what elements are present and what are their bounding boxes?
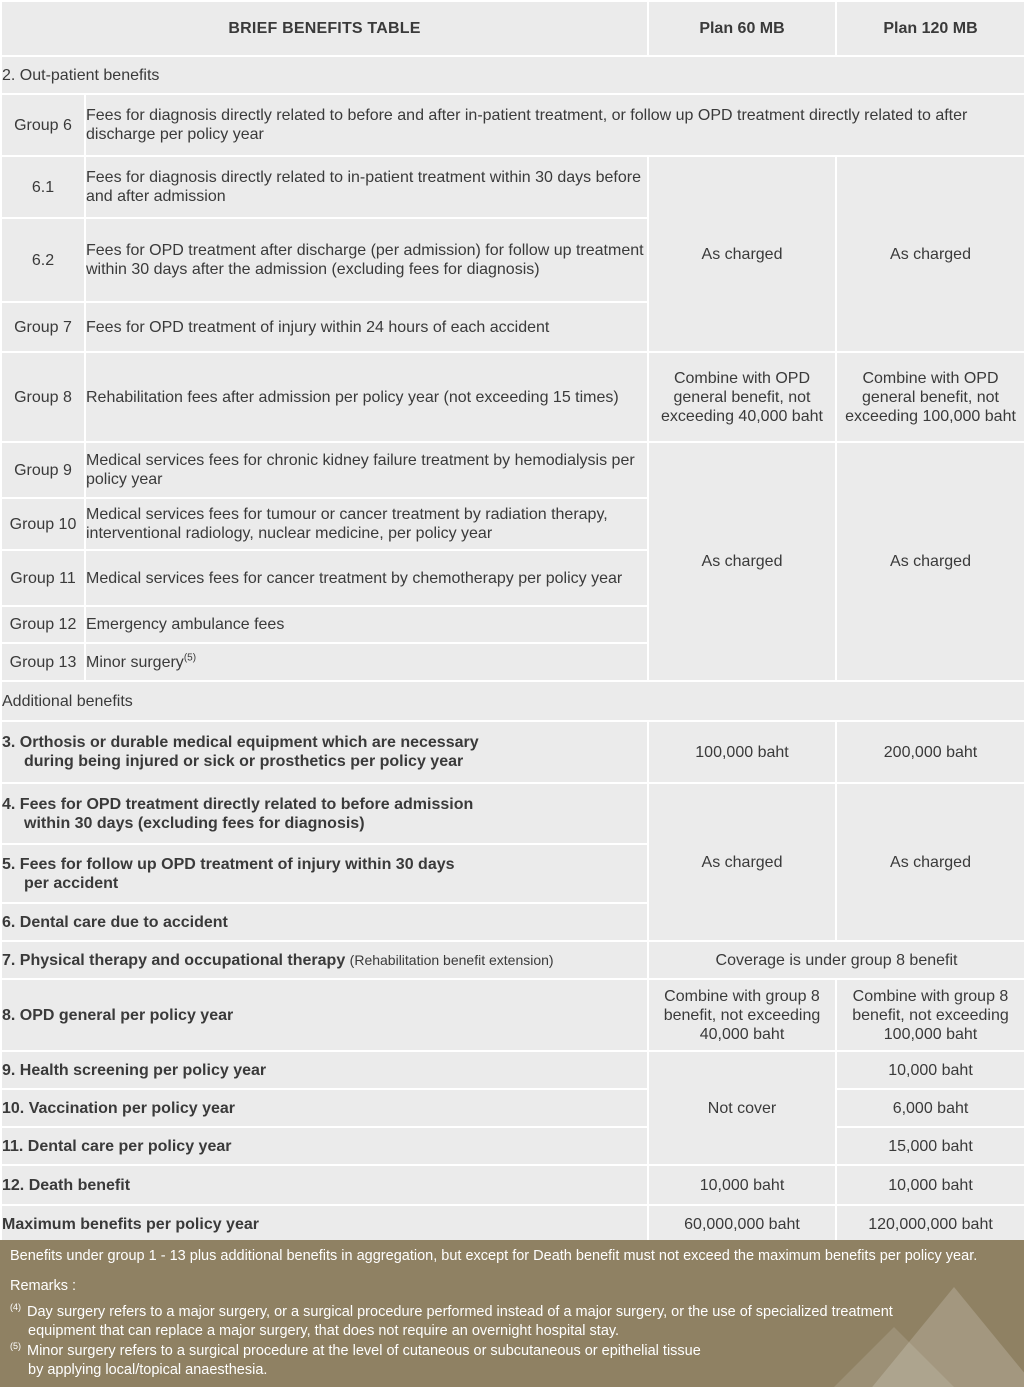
additional-heading: Additional benefits [1, 681, 1024, 721]
benefit-line: per accident [24, 874, 119, 892]
table-row [1, 941, 1024, 979]
benefit-description: 12. Death benefit [1, 1165, 648, 1205]
group-label: Group 12 [1, 606, 85, 643]
footer-remarks [0, 1240, 1024, 1387]
footnote-mark: (5) [183, 652, 197, 664]
group-label: 6.2 [1, 218, 85, 302]
table-row [1, 442, 1024, 498]
benefit-line: 7. Physical therapy and occupational therapy [2, 951, 346, 969]
remark-line: Day surgery refers to a major surgery, or a surgical procedure performed instead of a major surgery, or the use of specialized treatment [27, 1303, 893, 1320]
benefit-line: 3. Orthosis or durable medical equipment which are necessary [2, 734, 479, 751]
table-row [1, 1127, 1024, 1165]
section-row [1, 681, 1024, 721]
plan-120-value: 6,000 baht [836, 1089, 1024, 1127]
plan-120-value: As charged [836, 156, 1024, 352]
benefit-description: Maximum benefits per policy year [1, 1205, 648, 1243]
table-row [1, 1089, 1024, 1127]
table-row [1, 1051, 1024, 1089]
plan-120-value: 10,000 baht [836, 1165, 1024, 1205]
benefit-line: during being injured or sick or prosthetics per policy year [24, 753, 464, 770]
plan-60-value: Combine with OPD general benefit, not exceeding 40,000 baht [648, 352, 836, 442]
table-row [1, 1165, 1024, 1205]
plan-120-value: Combine with group 8 benefit, not exceeding 100,000 baht [836, 979, 1024, 1051]
remark-line: equipment that can replace a major surgery, that does not require an overnight hospital stay. [28, 1322, 620, 1339]
group-label: 6.1 [1, 156, 85, 218]
benefit-description: 10. Vaccination per policy year [1, 1089, 648, 1127]
table-row [1, 783, 1024, 844]
table-row [1, 979, 1024, 1051]
benefit-line: 4. Fees for OPD treatment directly related to before admission [2, 795, 474, 813]
remark-day-surgery [10, 1298, 893, 1341]
plan-60-value: 10,000 baht [648, 1165, 836, 1205]
group-description: Fees for diagnosis directly related to in-patient treatment within 30 days before and after admission [85, 156, 648, 218]
group-label: Group 6 [1, 94, 85, 156]
group-description: Fees for diagnosis directly related to before and after in-patient treatment, or follow up OPD treatment directly related to after discharge per policy year [85, 94, 1024, 156]
footnote-mark: (5) [10, 1341, 21, 1351]
group-label: Group 8 [1, 352, 85, 442]
remark-line: by applying local/topical anaesthesia. [28, 1361, 268, 1378]
benefit-line: within 30 days (excluding fees for diagnosis) [24, 814, 365, 832]
benefit-description: 11. Dental care per policy year [1, 1127, 648, 1165]
plan-60-value: As charged [648, 156, 836, 352]
benefit-description [1, 941, 648, 979]
plan-60-value: 60,000,000 baht [648, 1205, 836, 1243]
plan-both-value: Coverage is under group 8 benefit [648, 941, 1024, 979]
minor-surgery-text: Minor surgery [86, 653, 184, 671]
table-row [1, 94, 1024, 156]
group-description: Medical services fees for chronic kidney failure treatment by hemodialysis per policy year [85, 442, 648, 498]
benefit-description [1, 721, 648, 783]
group-description: Emergency ambulance fees [85, 606, 648, 643]
group-label: Group 10 [1, 498, 85, 550]
group-label: Group 11 [1, 550, 85, 606]
remark-line: Minor surgery refers to a surgical procedure at the level of cutaneous or subcutaneous or epithelial tissue [27, 1342, 701, 1359]
group-description: Fees for OPD treatment of injury within 24 hours of each accident [85, 302, 648, 352]
plan-120-value: 200,000 baht [836, 721, 1024, 783]
plan-120-value: 120,000,000 baht [836, 1205, 1024, 1243]
group-description [85, 643, 648, 681]
plan-120-value: 10,000 baht [836, 1051, 1024, 1089]
plan-60-value: As charged [648, 442, 836, 681]
benefit-note: (Rehabilitation benefit extension) [349, 951, 554, 968]
plan-120-value: Combine with OPD general benefit, not exceeding 100,000 baht [836, 352, 1024, 442]
plan-60-header: Plan 60 MB [648, 1, 836, 56]
benefit-description: 8. OPD general per policy year [1, 979, 648, 1051]
benefit-description [1, 783, 648, 844]
table-row [1, 352, 1024, 442]
table-title: BRIEF BENEFITS TABLE [1, 1, 648, 56]
group-description: Medical services fees for tumour or cancer treatment by radiation therapy, interventional radiology, nuclear medicine, per policy year [85, 498, 648, 550]
benefit-description [1, 844, 648, 903]
aggregation-note: Benefits under group 1 - 13 plus additional benefits in aggregation, but except for Death benefit must not exceed the maximum benefits per policy year. [10, 1248, 978, 1264]
table-row [1, 721, 1024, 783]
header-row [1, 1, 1024, 56]
plan-60-value: As charged [648, 783, 836, 941]
plan-120-value: 15,000 baht [836, 1127, 1024, 1165]
plan-60-value: Combine with group 8 benefit, not exceeding 40,000 baht [648, 979, 836, 1051]
plan-60-value: 100,000 baht [648, 721, 836, 783]
group-label: Group 7 [1, 302, 85, 352]
benefit-description: 9. Health screening per policy year [1, 1051, 648, 1089]
benefit-description: 6. Dental care due to accident [1, 903, 648, 941]
group-label: Group 13 [1, 643, 85, 681]
group-label: Group 9 [1, 442, 85, 498]
remark-minor-surgery [10, 1337, 701, 1380]
plan-120-value: As charged [836, 783, 1024, 941]
plan-120-header: Plan 120 MB [836, 1, 1024, 56]
table-row [1, 156, 1024, 218]
remarks-label: Remarks : [10, 1278, 77, 1294]
group-description: Fees for OPD treatment after discharge (per admission) for follow up treatment within 30 days after the admission (excluding fees for diagnosis) [85, 218, 648, 302]
group-description: Medical services fees for cancer treatment by chemotherapy per policy year [85, 550, 648, 606]
section-row [1, 56, 1024, 94]
group-description: Rehabilitation fees after admission per policy year (not exceeding 15 times) [85, 352, 648, 442]
plan-60-value: Not cover [648, 1051, 836, 1165]
outpatient-heading: 2. Out-patient benefits [1, 56, 1024, 94]
benefit-line: 5. Fees for follow up OPD treatment of injury within 30 days [2, 855, 455, 873]
table-row [1, 1205, 1024, 1243]
plan-120-value: As charged [836, 442, 1024, 681]
footnote-mark: (4) [10, 1302, 21, 1312]
